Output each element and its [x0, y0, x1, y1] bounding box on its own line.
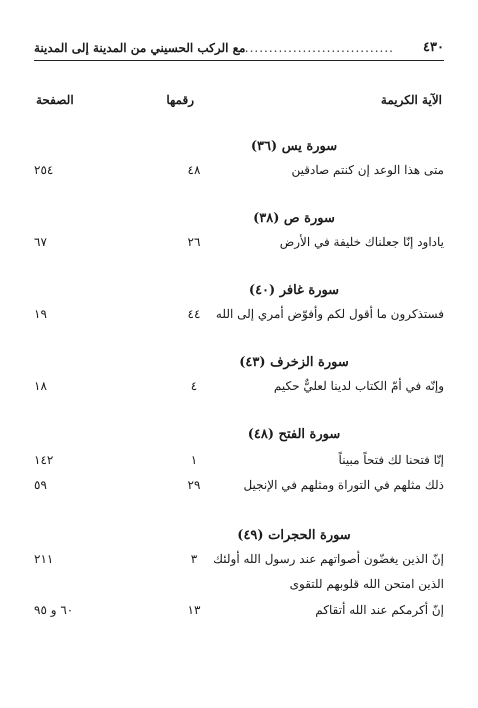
verse-number: ٢٩ [187, 478, 201, 492]
page-number: ٤٣٠ [423, 40, 444, 55]
verse-number: ١ [190, 453, 198, 467]
column-header-verse: الآية الكريمة [380, 93, 442, 107]
index-row-continuation [34, 574, 444, 594]
surah-heading: سورة الفتح (٤٨) [247, 427, 341, 442]
leader-dots: ............................... [244, 41, 394, 55]
column-header-page: الصفحة [36, 93, 74, 107]
verse-text: إنّ الذين يغضّون أصواتهم عند رسول الله أولئك [213, 552, 444, 566]
index-row [34, 232, 444, 252]
page-reference: ٦٠ و ٩٥ [34, 603, 74, 617]
verse-number: ٣ [190, 552, 198, 566]
page-reference: ٦٧ [34, 235, 47, 249]
index-row [34, 600, 444, 620]
index-row [34, 475, 444, 495]
index-row [34, 450, 444, 470]
verse-text: وإنّه في أمّ الكتاب لدينا لعليٌّ حكيم [273, 379, 444, 393]
page-reference: ١٨ [34, 379, 47, 393]
verse-number: ٤٤ [187, 307, 201, 321]
book-title: مع الركب الحسيني من المدينة إلى المدينة [34, 41, 246, 55]
header-rule [34, 60, 444, 61]
verse-text: متى هذا الوعد إن كنتم صادقين [291, 163, 444, 177]
surah-heading: سورة يس (٣٦) [250, 139, 338, 154]
surah-heading: سورة الزخرف (٤٣) [239, 355, 349, 370]
verse-text: إنّا فتحنا لك فتحاً مبيناً [338, 453, 444, 467]
index-row [34, 160, 444, 180]
page-reference: ٢١١ [34, 552, 54, 566]
surah-heading: سورة غافر (٤٠) [248, 283, 340, 298]
verse-text: إنّ أكرمكم عند الله أتقاكم [315, 603, 444, 617]
index-row [34, 304, 444, 324]
verse-number: ٤٨ [187, 163, 201, 177]
page-reference: ٢٥٤ [34, 163, 54, 177]
column-header-number: رقمها [166, 93, 194, 107]
verse-text: فستذكرون ما أقول لكم وأفوّض أمري إلى الله [215, 307, 444, 321]
verse-number: ١٣ [187, 603, 201, 617]
verse-number: ٤ [190, 379, 198, 393]
page-reference: ١٤٢ [34, 453, 54, 467]
index-row [34, 376, 444, 396]
surah-heading: سورة الحجرات (٤٩) [237, 528, 351, 543]
page-reference: ١٩ [34, 307, 47, 321]
verse-text: ذلك مثلهم في التوراة ومثلهم في الإنجيل [243, 478, 444, 492]
verse-text: ياداود إنّا جعلناك خليفة في الأرض [279, 235, 444, 249]
index-row [34, 549, 444, 569]
verse-text: الذين امتحن الله قلوبهم للتقوى [289, 577, 444, 591]
surah-heading: سورة ص (٣٨) [253, 211, 335, 226]
running-head [34, 38, 444, 58]
page-reference: ٥٩ [34, 478, 47, 492]
verse-number: ٢٦ [187, 235, 201, 249]
